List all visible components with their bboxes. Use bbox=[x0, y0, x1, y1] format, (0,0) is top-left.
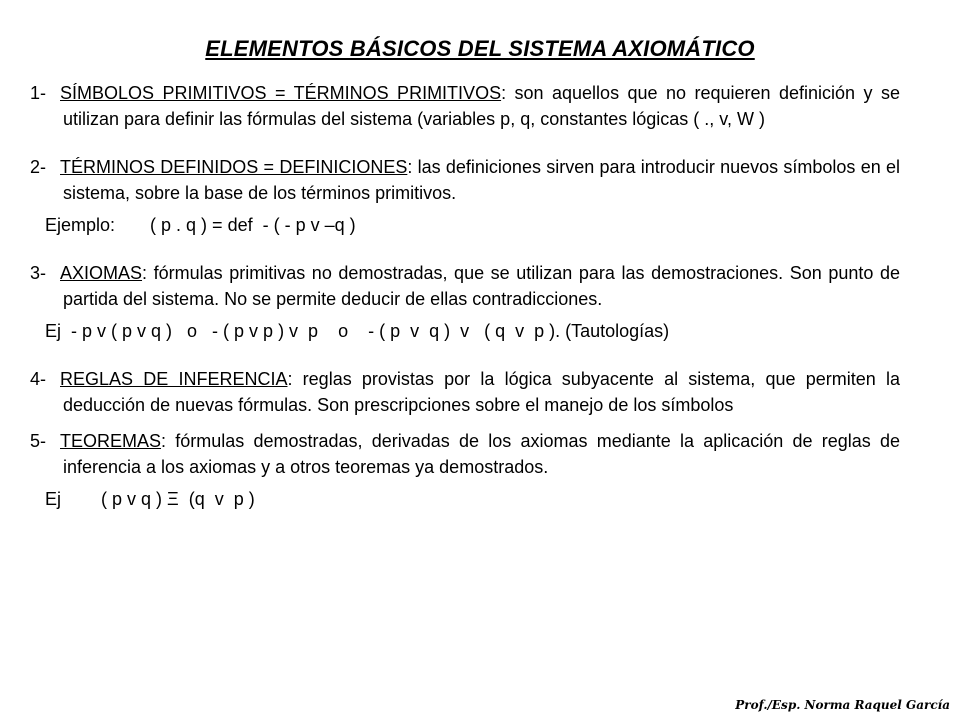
item-number: 2- bbox=[30, 157, 47, 177]
item-text: : reglas provistas por la lógica subyacente al sistema, que permiten la deducción de nuevas fórmulas. Son prescripciones sobre el manejo de los símbolos bbox=[63, 369, 901, 415]
item-term: SÍMBOLOS PRIMITIVOS = TÉRMINOS PRIMITIVOS bbox=[60, 83, 502, 103]
item-number: 4- bbox=[30, 369, 47, 389]
slide-title: ELEMENTOS BÁSICOS DEL SISTEMA AXIOMÁTICO bbox=[205, 36, 755, 61]
item-theorems bbox=[30, 428, 900, 480]
item-defined-terms bbox=[30, 154, 900, 206]
item-number: 3- bbox=[30, 263, 47, 283]
item-primitive-symbols bbox=[30, 80, 900, 132]
content-body bbox=[30, 80, 900, 512]
item-number: 1- bbox=[30, 83, 47, 103]
item-inference-rules bbox=[30, 366, 900, 418]
item-term: TÉRMINOS DEFINIDOS = DEFINICIONES bbox=[60, 157, 408, 177]
item-term: REGLAS DE INFERENCIA bbox=[60, 369, 288, 389]
author-signature: Prof./Esp. Norma Raquel García bbox=[735, 698, 950, 712]
definition-example: Ejemplo: ( p . q ) = def - ( - p v –q ) bbox=[30, 215, 356, 235]
theorem-example: Ej ( p v q ) Ξ (q v p ) bbox=[30, 489, 255, 509]
item-term: AXIOMAS bbox=[60, 263, 143, 283]
item-term: TEOREMAS bbox=[60, 431, 162, 451]
item-axioms bbox=[30, 260, 900, 312]
item-text: : fórmulas demostradas, derivadas de los axiomas mediante la aplicación de reglas de inferencia a los axiomas y a otros teoremas ya demostrados. bbox=[63, 431, 900, 477]
item-number: 5- bbox=[30, 431, 47, 451]
item-text: : fórmulas primitivas no demostradas, que se utilizan para las demostraciones. Son punto de partida del sistema. No se permite deducir de ellas contradicciones. bbox=[63, 263, 900, 309]
item-text: : las definiciones sirven para introducir nuevos símbolos en el sistema, sobre la base de los términos primitivos. bbox=[63, 157, 900, 203]
axiom-example: Ej - p v ( p v q ) o - ( p v p ) v p o - ( p v q ) v ( q v p ). (Tautologías) bbox=[30, 321, 670, 341]
item-text: : son aquellos que no requieren definición y se utilizan para definir las fórmulas del sistema (variables p, q, constantes lógicas ( ., v, W ) bbox=[63, 83, 900, 129]
